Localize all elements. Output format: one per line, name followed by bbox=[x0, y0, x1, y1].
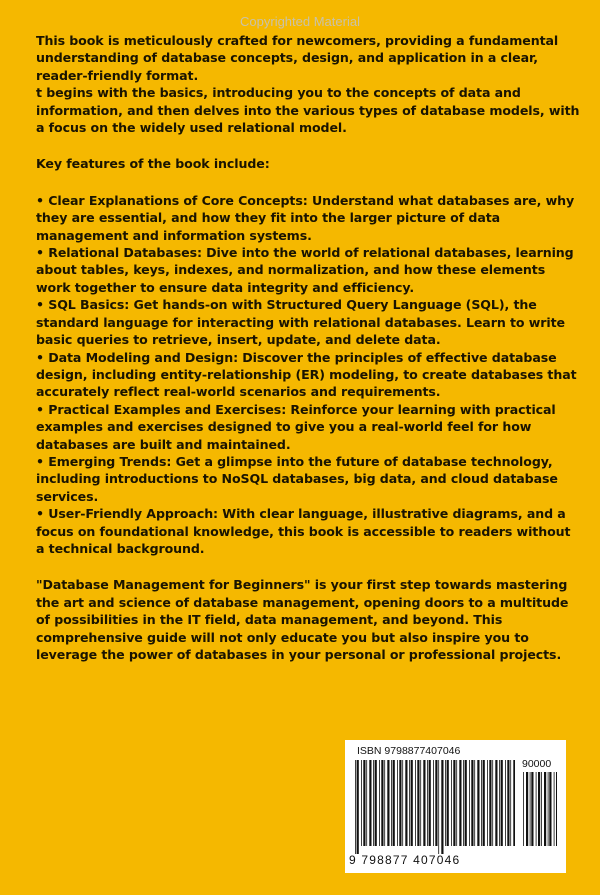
barcode-bar bbox=[409, 760, 410, 846]
barcode-bar bbox=[427, 760, 428, 846]
barcode-bar bbox=[435, 760, 437, 846]
barcode-bar bbox=[381, 760, 383, 846]
closing-paragraph: "Database Management for Beginners" is your first step towards mastering the art and science of database management, opening doors to a multitude of possibilities in the IT field, data management, and beyond. This comprehensive guide will not only educate you but also inspire you to leverage the power of databases in your personal or professional projects. bbox=[36, 577, 569, 662]
barcode-bar bbox=[469, 760, 470, 846]
barcode-bar bbox=[499, 760, 500, 846]
barcode-bar bbox=[536, 772, 537, 846]
barcode-bar bbox=[399, 760, 401, 846]
barcode-bar bbox=[438, 760, 439, 854]
barcode-bar bbox=[397, 760, 398, 846]
barcode-bar bbox=[441, 760, 443, 854]
barcode-bar bbox=[541, 772, 542, 846]
barcode-bar bbox=[453, 760, 455, 846]
barcode-bar bbox=[369, 760, 371, 846]
barcode-bar bbox=[483, 760, 485, 846]
isbn-label: ISBN 9798877407046 bbox=[357, 745, 461, 757]
isbn-barcode bbox=[345, 740, 566, 873]
barcode-bar bbox=[429, 760, 431, 846]
barcode-bar bbox=[474, 760, 475, 846]
barcode-bar bbox=[549, 772, 551, 846]
feature-item: • Emerging Trends: Get a glimpse into the future of database technology, including introductions to NoSQL databases, big data, and cloud database services. bbox=[36, 453, 558, 504]
intro-paragraph-2: t begins with the basics, introducing you to the concepts of data and information, and then delves into the various types of database models, with a focus on the widely used relational model. bbox=[36, 85, 580, 136]
barcode-bar bbox=[456, 760, 457, 846]
barcode-bar bbox=[379, 760, 380, 846]
barcode-bar bbox=[373, 760, 374, 846]
barcode-bar bbox=[384, 760, 385, 846]
barcode-bar bbox=[411, 760, 413, 846]
feature-item: • SQL Basics: Get hands-on with Structured Query Language (SQL), the standard language for interacting with relational databases. Learn to write basic queries to retrieve, insert, update, and delete data. bbox=[36, 297, 565, 348]
price-code: 90000 bbox=[522, 758, 552, 770]
barcode-bar bbox=[459, 760, 461, 846]
barcode-bar bbox=[554, 772, 555, 846]
barcode-bar bbox=[357, 760, 359, 854]
barcode-main-bars bbox=[355, 760, 515, 854]
barcode-bar bbox=[423, 760, 425, 846]
feature-item: • Clear Explanations of Core Concepts: Understand what databases are, why they are essential, and how they fit into the larger picture of data management and information systems. bbox=[36, 192, 575, 243]
barcode-bar bbox=[526, 772, 528, 846]
barcode-bar bbox=[487, 760, 488, 846]
feature-item: • Practical Examples and Exercises: Reinforce your learning with practical examples and exercises designed to give you a real-world feel for how databases are built and maintained. bbox=[36, 401, 556, 452]
barcode-bar bbox=[492, 760, 493, 846]
barcode-bar bbox=[523, 772, 524, 846]
barcode-bar bbox=[447, 760, 449, 846]
back-cover-text bbox=[36, 32, 581, 663]
barcode-bar bbox=[544, 772, 546, 846]
barcode-bar bbox=[445, 760, 446, 846]
feature-item: • Data Modeling and Design: Discover the principles of effective database design, including entity-relationship (ER) modeling, to create databases that accurately reflect real-world scenarios and requirements. bbox=[36, 349, 577, 400]
barcode-bar bbox=[495, 760, 497, 846]
barcode-bar bbox=[463, 760, 464, 846]
intro-paragraph-1: This book is meticulously crafted for newcomers, providing a fundamental understanding of database concepts, design, and application in a clear, reader-friendly format. bbox=[36, 33, 559, 83]
feature-item: • Relational Databases: Dive into the world of relational databases, learning about tables, keys, indexes, and normalization, and how these elements work together to ensure data integrity and efficiency. bbox=[36, 245, 574, 295]
barcode-bar bbox=[510, 760, 511, 846]
features-heading: Key features of the book include: bbox=[36, 156, 270, 172]
barcode-bar bbox=[420, 760, 421, 846]
feature-item: • User-Friendly Approach: With clear language, illustrative diagrams, and a focus on foundational knowledge, this book is accessible to readers without a technical background. bbox=[36, 506, 571, 556]
barcode-bar bbox=[405, 760, 407, 846]
watermark: Copyrighted Material bbox=[240, 14, 360, 29]
barcode-bar bbox=[375, 760, 377, 846]
barcode-bar bbox=[363, 760, 365, 846]
barcode-bar bbox=[507, 760, 509, 846]
barcode-bar bbox=[531, 772, 533, 846]
barcode-bar bbox=[433, 760, 434, 846]
barcode-bar bbox=[391, 760, 392, 846]
barcode-bar bbox=[538, 772, 540, 846]
barcode-bar bbox=[513, 760, 515, 846]
barcode-bar bbox=[505, 760, 506, 846]
barcode-bar bbox=[387, 760, 389, 846]
barcode-bar bbox=[355, 760, 356, 854]
barcode-bar bbox=[361, 760, 362, 846]
barcode-digits: 9 798877 407046 bbox=[349, 853, 461, 867]
barcode-bar bbox=[366, 760, 367, 846]
barcode-bar bbox=[471, 760, 473, 846]
barcode-bar bbox=[501, 760, 503, 846]
barcode-bar bbox=[530, 772, 531, 846]
barcode-bar bbox=[393, 760, 395, 846]
barcode-bar bbox=[556, 772, 557, 846]
barcode-addon-bars bbox=[523, 772, 557, 854]
barcode-bar bbox=[451, 760, 452, 846]
barcode-bar bbox=[417, 760, 419, 846]
barcode-bar bbox=[415, 760, 416, 846]
barcode-bar bbox=[465, 760, 467, 846]
barcode-bar bbox=[489, 760, 491, 846]
barcode-bar bbox=[402, 760, 403, 846]
barcode-bar bbox=[481, 760, 482, 846]
barcode-bar bbox=[477, 760, 479, 846]
barcode-bar bbox=[548, 772, 549, 846]
